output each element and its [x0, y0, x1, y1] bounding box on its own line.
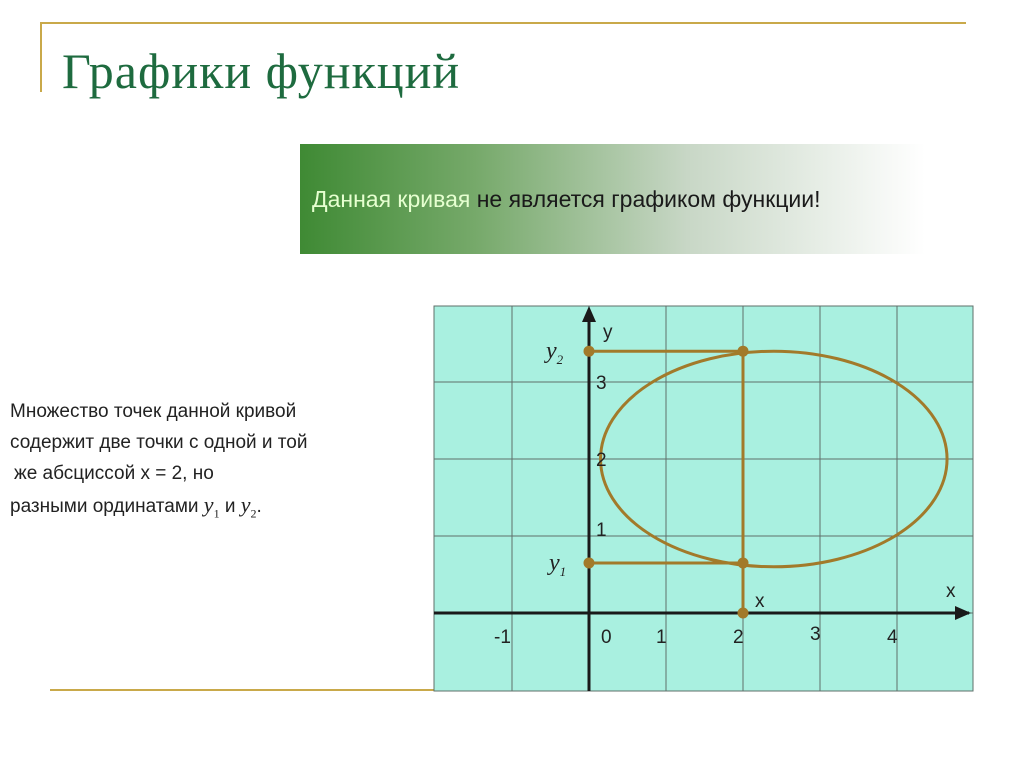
y1-label: $y_1$ [549, 550, 567, 579]
x-tick-label: 4 [887, 627, 898, 648]
description-line-4: разными ординатами $y_1$ и $y_2$. [10, 492, 262, 521]
y-axis-label: y [603, 322, 613, 343]
x-tick-label: 3 [810, 624, 821, 645]
description-line-1: Множество точек данной кривой [10, 401, 297, 422]
point-y2-curve [738, 346, 749, 357]
y2-symbol: $y_2$ [240, 492, 257, 521]
point-y2-axis [584, 346, 595, 357]
description-line-3: же абсциссой x = 2, но [14, 463, 214, 484]
description-line-2: содержит две точки с одной и той [10, 432, 308, 453]
description-line-4-mid: и [219, 496, 241, 517]
slide-title: Графики функций [62, 43, 461, 99]
description-line-4-prefix: разными ординатами [10, 496, 204, 517]
y-tick-label: 2 [596, 450, 607, 471]
x-point-label: x [755, 591, 765, 612]
x-tick-label: 2 [733, 627, 744, 648]
point-y1-axis [584, 557, 595, 568]
y1-symbol: $y_1$ [203, 492, 220, 521]
y2-label: $y_2$ [546, 338, 564, 367]
x-tick-label: 0 [601, 627, 612, 648]
banner-statement: не является графиком функции! [470, 186, 821, 212]
banner-highlight: Данная кривая [312, 186, 471, 212]
x-axis-label: x [946, 581, 956, 602]
point-x-axis [738, 608, 749, 619]
x-tick-label: 1 [656, 627, 667, 648]
x-tick-label: -1 [494, 627, 511, 648]
y-tick-label: 3 [596, 373, 607, 394]
y-tick-label: 1 [596, 520, 607, 541]
point-y1-curve [738, 557, 749, 568]
